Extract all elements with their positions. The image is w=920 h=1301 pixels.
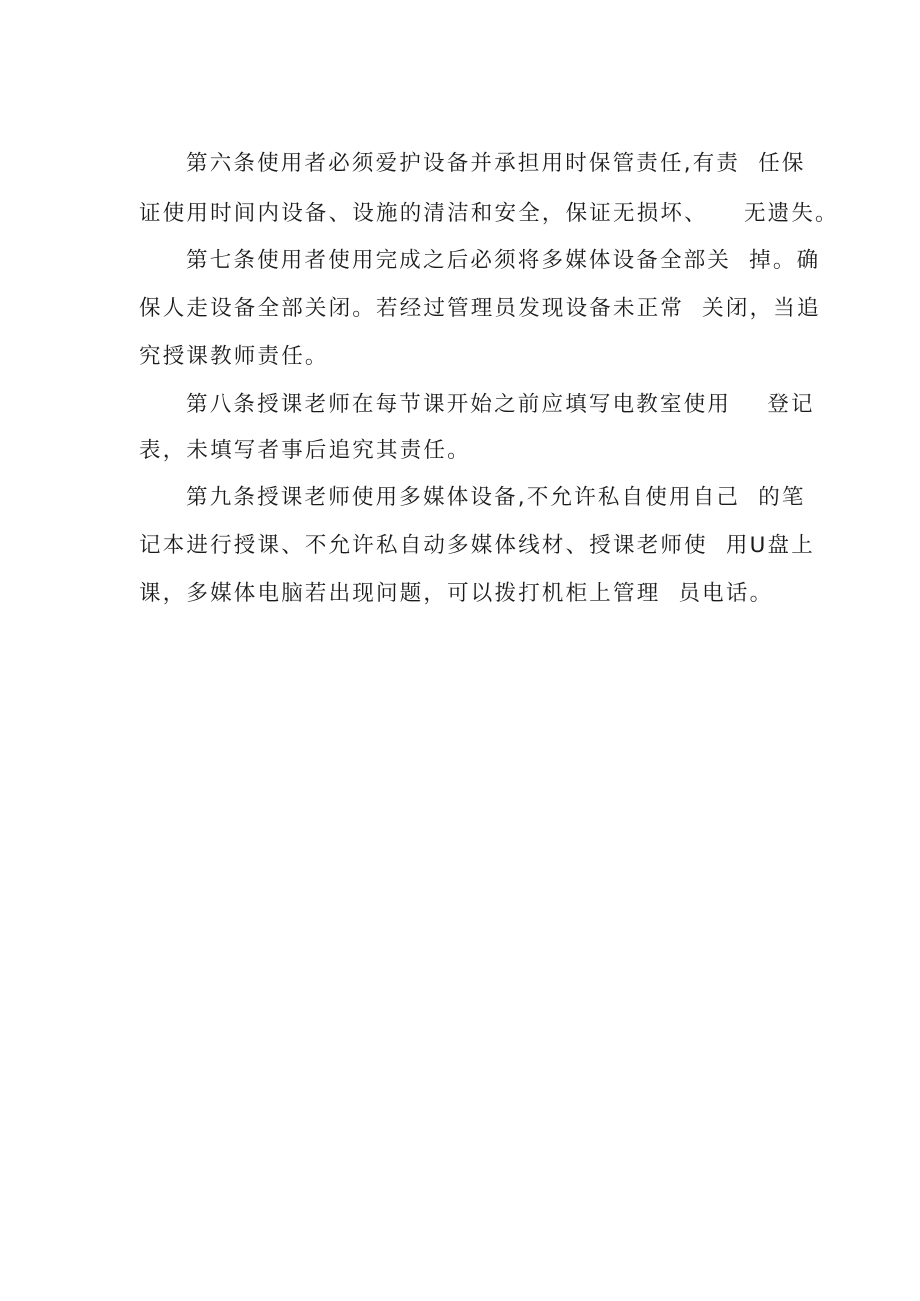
article-7-line-3: 究授课教师责任。 — [139, 344, 329, 369]
article-9-line-1: 第九条授课老师使用多媒体设备,不允许私自使用自己 的笔 — [186, 485, 806, 510]
article-8-line-2: 表，未填写者事后追究其责任。 — [139, 438, 471, 463]
article-9-line-3: 课，多媒体电脑若出现问题，可以拨打机柜上管理 员电话。 — [139, 581, 774, 606]
article-9-line-2: 记本进行授课、不允许私自动多媒体线材、授课老师使 用U盘上 — [139, 533, 815, 558]
article-7-line-2: 保人走设备全部关闭。若经过管理员发现设备未正常 关闭，当追 — [139, 296, 821, 321]
article-7-line-1: 第七条使用者使用完成之后必须将多媒体设备全部关 掉。确 — [186, 248, 821, 273]
article-6-line-1: 第六条使用者必须爱护设备并承担用时保管责任,有责 任保 — [186, 151, 806, 176]
article-6-line-2: 证使用时间内设备、设施的清洁和安全，保证无损坏、 无遗失。 — [139, 201, 839, 226]
article-8-line-1: 第八条授课老师在每节课开始之前应填写电教室使用 登记 — [186, 392, 815, 417]
